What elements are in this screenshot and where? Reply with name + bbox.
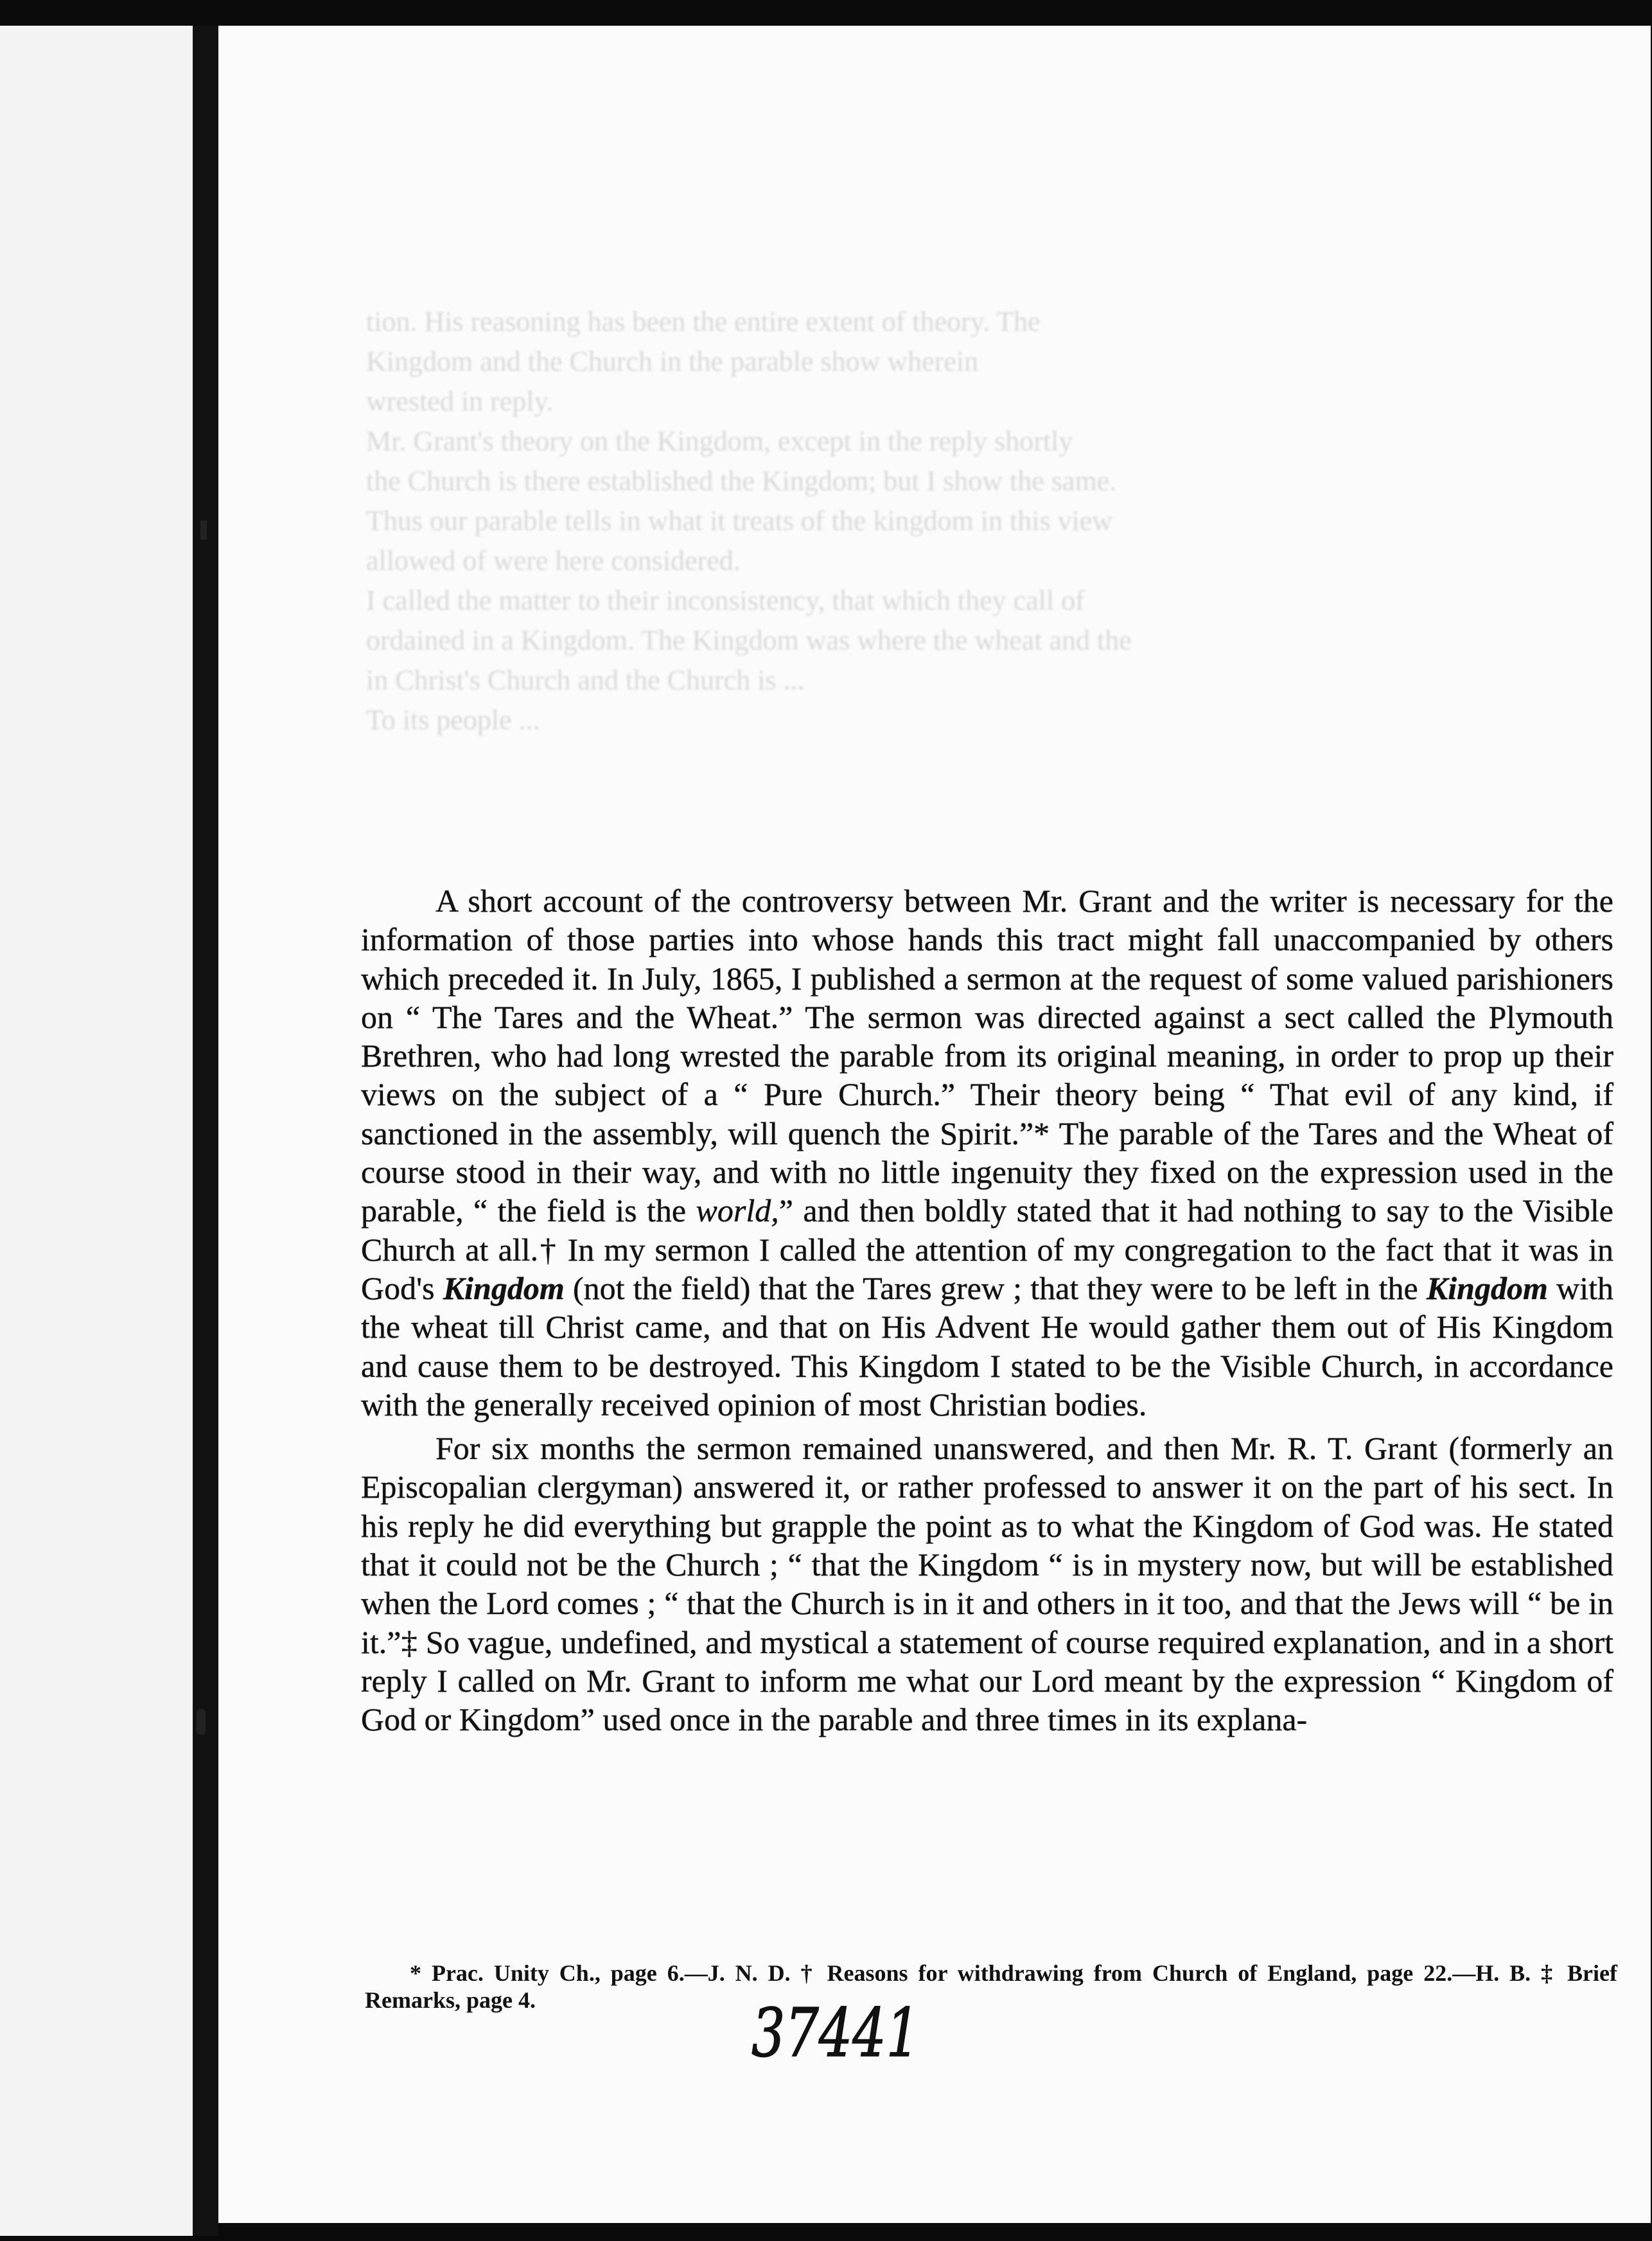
bleed-line: I called the matter to their inconsistency, that which they call of: [366, 585, 1085, 616]
text-run-bold-italic: Kingdom: [1426, 1270, 1548, 1306]
bleed-line: Thus our parable tells in what it treats of the kingdom in this view: [366, 505, 1113, 536]
footnote-text: * Prac. Unity Ch., page 6.—J. N. D. † Reasons for withdrawing from Church of England, page 22.—H. B. ‡ Brief Remarks, page 4.: [365, 1960, 1617, 2013]
binding-mark: [197, 1709, 206, 1735]
previous-page-edge: [0, 26, 193, 2236]
bleed-line: ordained in a Kingdom. The Kingdom was where the wheat and the: [366, 624, 1132, 656]
paragraph-2: For six months the sermon remained unanswered, and then Mr. R. T. Grant (formerly an Episcopalian clergyman) answered it, or rather professed to answer it on the part of his sect. In his reply he did everything but grapple the point as to what the Kingdom of God was. He stated that it could not be the Church ; “ that the Kingdom “ is in mystery now, but will be established when the Lord comes ; “ that the Church is in it and others in it too, and that the Jews will “ be in it.”‡ So vague, undefined, and mystical a statement of course required explanation, and in a short reply I called on Mr. Grant to inform me what our Lord meant by the expression “ Kingdom of God or Kingdom” used once in the parable and three times in its explana-: [361, 1430, 1613, 1738]
bleed-line: To its people ...: [366, 704, 540, 736]
text-run: ” and then boldly stated that it had nothing to say to the Visible Church at all.† In my sermon I called the attention of my congregation to the fact that it was in God's: [361, 1192, 1613, 1306]
bleed-through-text: [366, 302, 1619, 829]
bleed-line: tion. His reasoning has been the entire extent of theory. The: [366, 306, 1041, 337]
binding-mark: [200, 520, 207, 540]
paragraph-1: [361, 881, 1613, 1424]
body-text: [361, 881, 1613, 1739]
handwritten-number-text: 37441: [751, 1994, 920, 2072]
text-run-bold-italic: Kingdom: [443, 1270, 565, 1306]
footnotes: [365, 1960, 1617, 2014]
text-run: with the wheat till Christ came, and that on His Advent He would gather them out of His Kingdom and cause them to be destroyed. This Kingdom I stated to be the Visible Church, in accordance with the generally received opinion of most Christian bodies.: [361, 1270, 1613, 1422]
handwritten-accession-number: [751, 1992, 925, 2075]
text-run: (not the field) that the Tares grew ; that they were to be left in the: [564, 1270, 1427, 1306]
bleed-line: Mr. Grant's theory on the Kingdom, except in the reply shortly: [366, 425, 1073, 457]
text-run-italic: world,: [696, 1192, 779, 1229]
page: [218, 26, 1651, 2223]
bleed-line: wrested in reply.: [366, 385, 554, 417]
book-gutter: [193, 26, 218, 2236]
bleed-line: the Church is there established the Kingdom; but I show the same.: [366, 465, 1117, 497]
bleed-line: allowed of were here considered.: [366, 545, 741, 576]
bleed-line: Kingdom and the Church in the parable show wherein: [366, 346, 979, 377]
text-run: A short account of the controversy between Mr. Grant and the writer is necessary for the information of those parties into whose hands this tract might fall unaccompanied by others which preceded it. In July, 1865, I published a sermon at the request of some valued parishioners on “ The Tares and the Wheat.” The sermon was directed against a sect called the Plymouth Brethren, who had long wrested the parable from its original meaning, in order to prop up their views on the subject of a “ Pure Church.” Their theory being “ That evil of any kind, if sanctioned in the assembly, will quench the Spirit.”* The parable of the Tares and the Wheat of course stood in their way, and with no little ingenuity they fixed on the expression used in the parable, “ the field is the: [361, 883, 1613, 1229]
bleed-line: in Christ's Church and the Church is ...: [366, 664, 805, 696]
